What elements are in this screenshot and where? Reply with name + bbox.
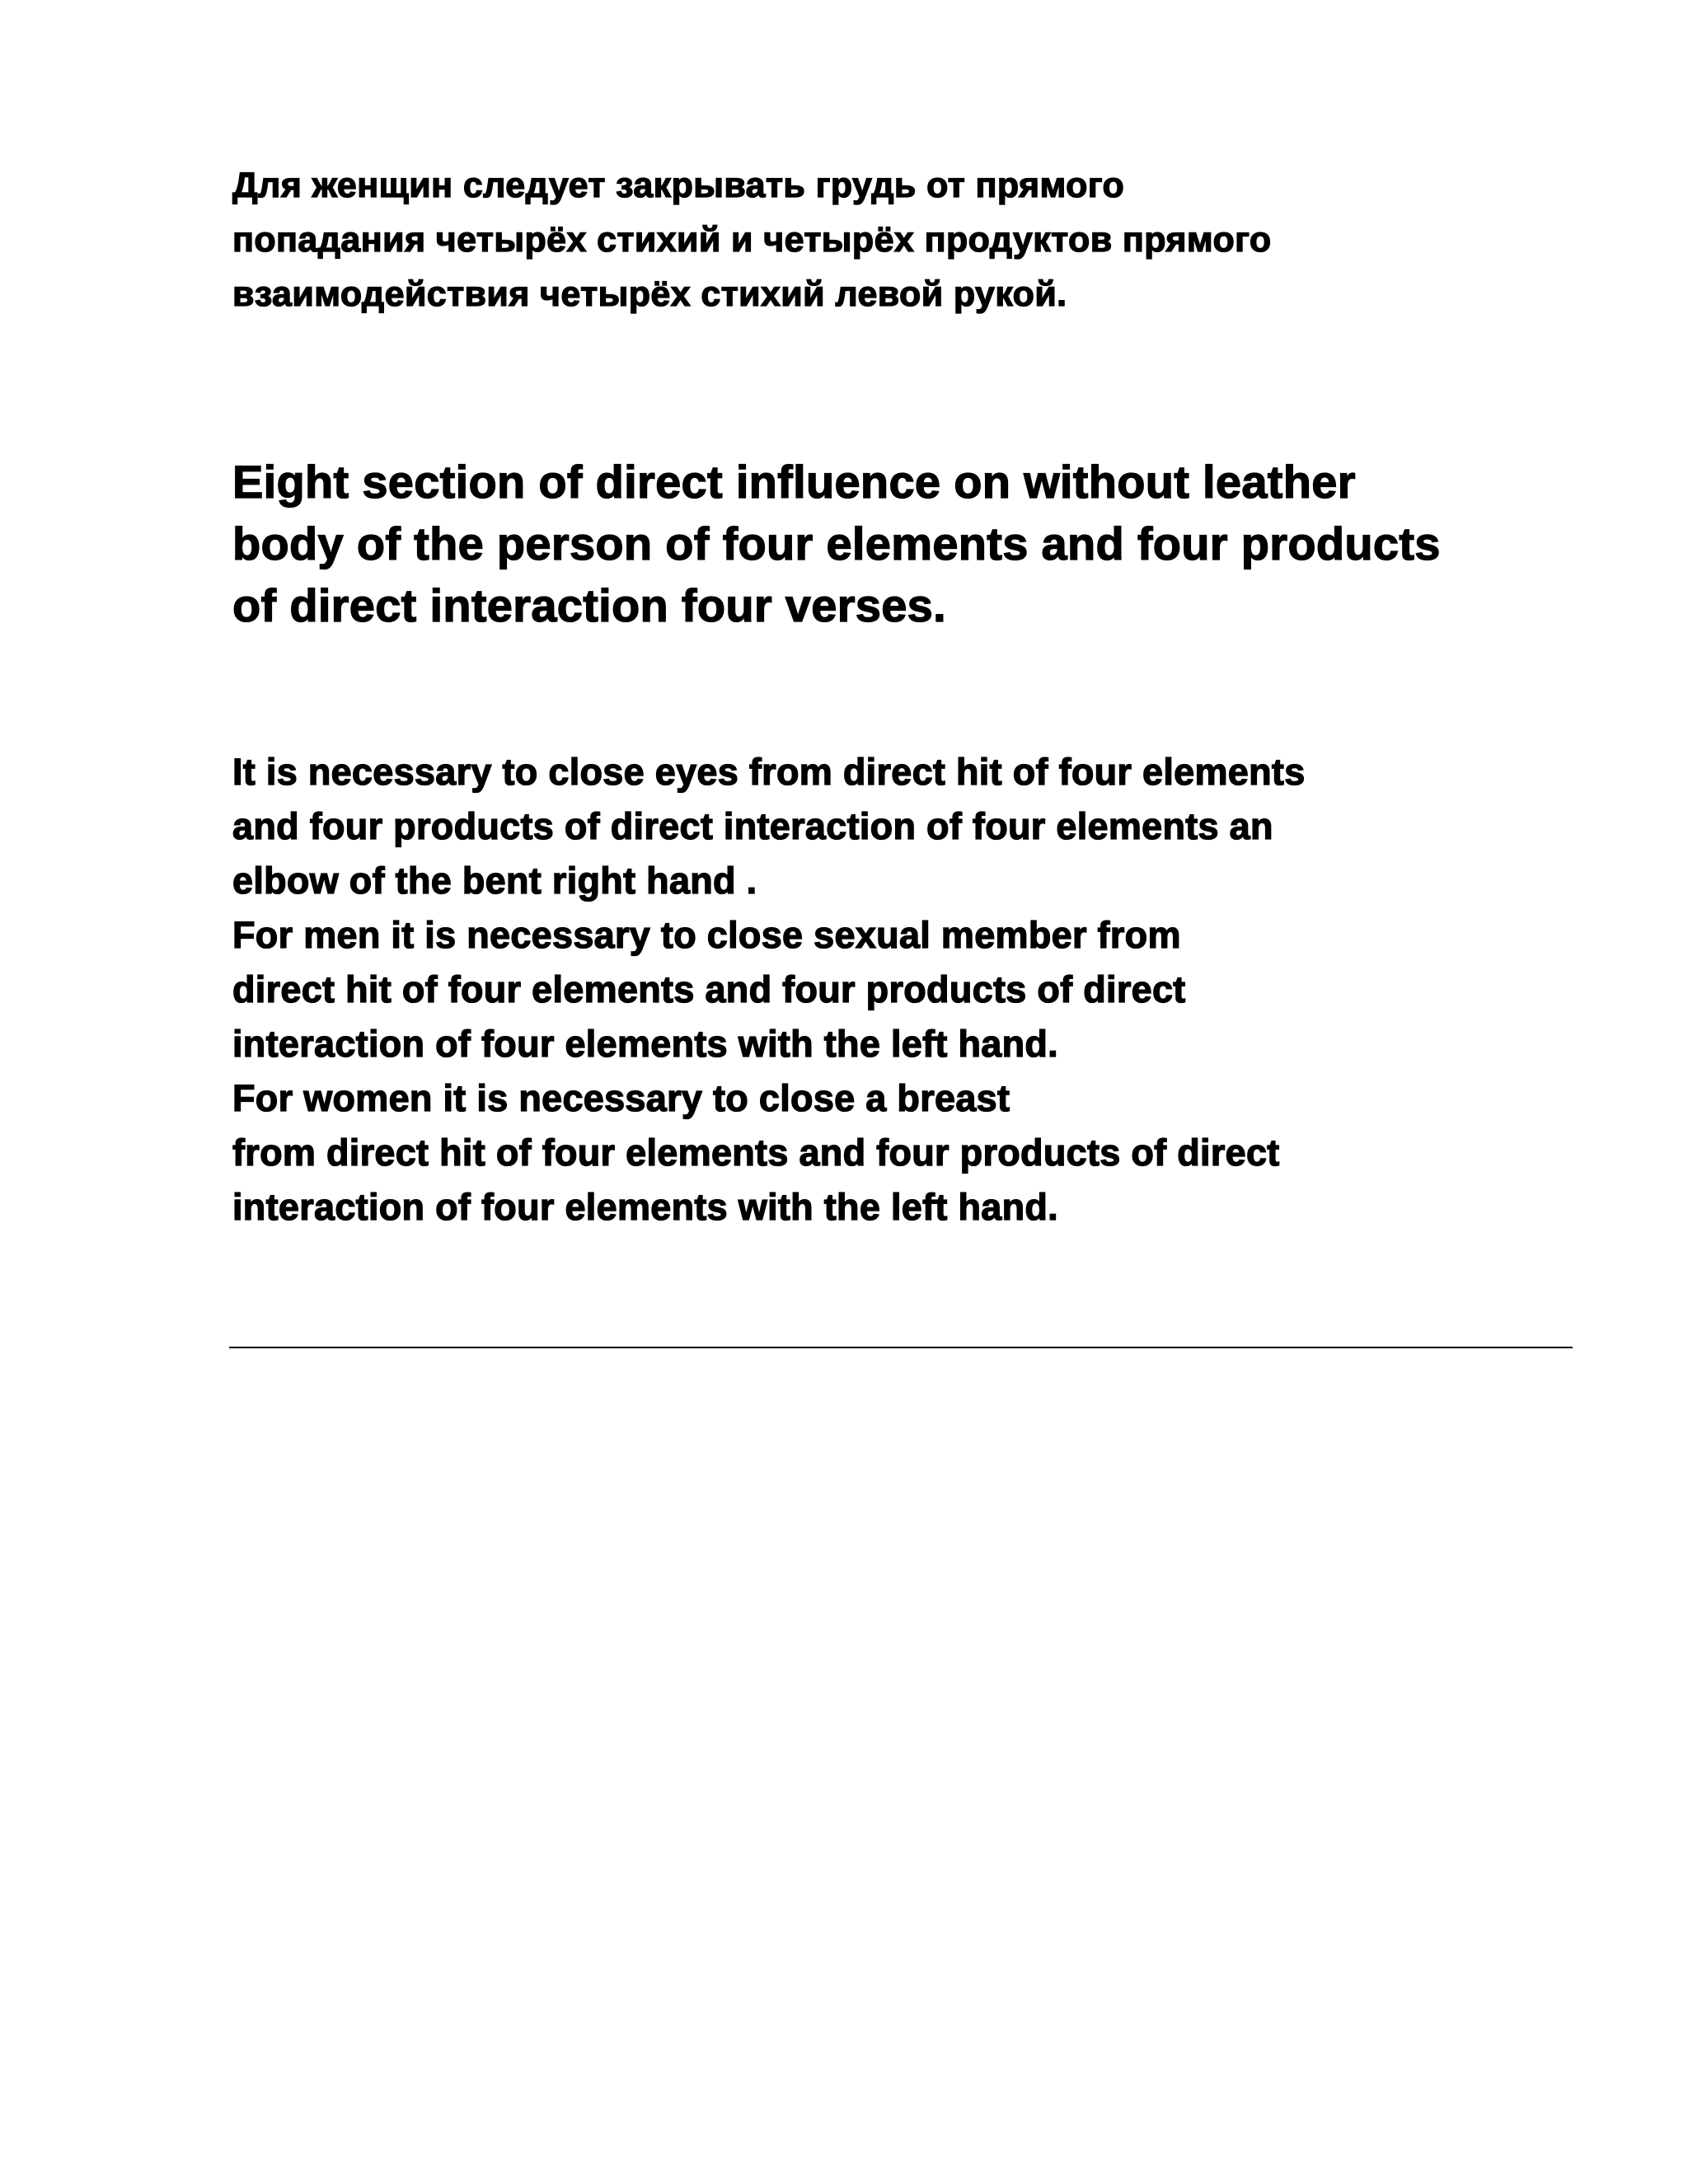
text-line: взаимодействия четырёх стихий левой рукой. [232,274,1067,314]
text-line: попадания четырёх стихий и четырёх продуктов прямого [232,220,1272,260]
text-line: For women it is necessary to close a breast [232,1077,1010,1119]
text-line: and four products of direct interaction of four elements an [232,805,1273,847]
text-line: For men it is necessary to close sexual member from [232,914,1181,956]
text-line: interaction of four elements with the left hand. [232,1186,1058,1228]
heading-line: Eight section of direct influence on without leather [232,456,1356,508]
section-heading [232,451,1441,636]
heading-line: of direct interaction four verses. [232,579,946,631]
text-line: from direct hit of four elements and four products of direct [232,1132,1280,1174]
paragraph-english [232,745,1306,1235]
heading-line: body of the person of four elements and four products [232,518,1441,569]
horizontal-divider [229,1347,1573,1348]
text-line: It is necessary to close eyes from direct hit of four elements [232,751,1306,793]
paragraph-russian [232,158,1272,321]
text-line: interaction of four elements with the left hand. [232,1023,1058,1065]
text-line: elbow of the bent right hand . [232,860,757,902]
text-line: direct hit of four elements and four products of direct [232,968,1186,1010]
text-line: Для женщин следует закрывать грудь от прямого [232,166,1125,205]
